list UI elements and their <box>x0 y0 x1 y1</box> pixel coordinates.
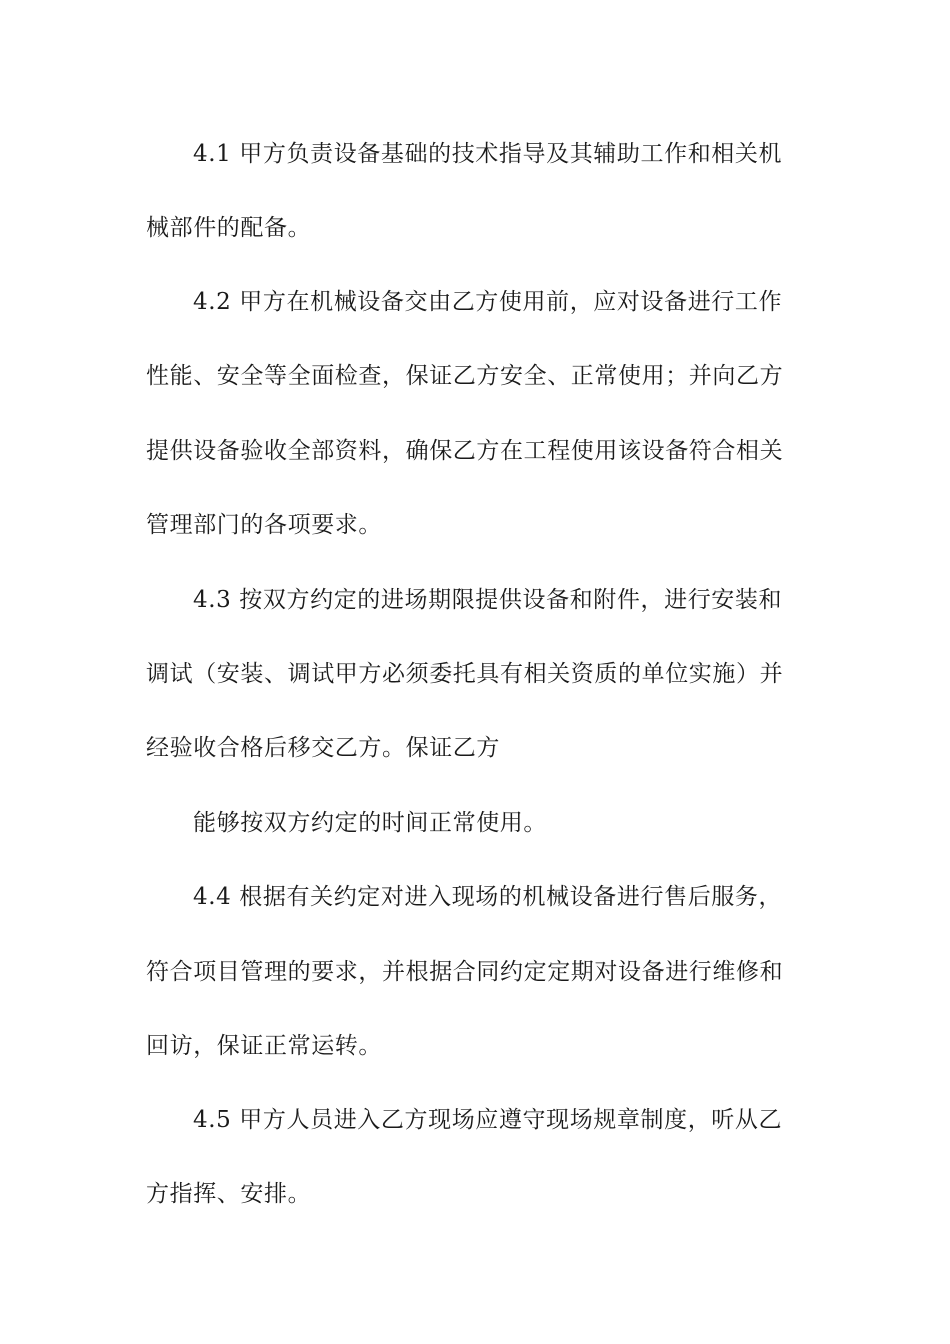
clause-line: 管理部门的各项要求。 <box>146 512 382 538</box>
clause-line: 提供设备验收全部资料，确保乙方在工程使用该设备符合相关 <box>146 438 784 464</box>
clause-line: 4.4 根据有关约定对进入现场的机械设备进行售后服务， <box>193 884 783 910</box>
clause-line: 械部件的配备。 <box>146 215 312 241</box>
clause-line: 4.1 甲方负责设备基础的技术指导及其辅助工作和相关机 <box>193 141 783 167</box>
clause-line: 4.5 甲方人员进入乙方现场应遵守现场规章制度，听从乙 <box>193 1107 783 1133</box>
clause-line: 方指挥、安排。 <box>146 1181 312 1207</box>
clause-line: 4.3 按双方约定的进场期限提供设备和附件，进行安装和 <box>193 587 783 613</box>
clause-line: 4.2 甲方在机械设备交由乙方使用前，应对设备进行工作 <box>193 289 783 315</box>
clause-line: 经验收合格后移交乙方。保证乙方 <box>146 735 500 761</box>
clause-line: 能够按双方约定的时间正常使用。 <box>193 810 547 836</box>
clause-line: 性能、安全等全面检查，保证乙方安全、正常使用；并向乙方 <box>146 363 784 389</box>
clause-line: 回访，保证正常运转。 <box>146 1033 382 1059</box>
clause-line: 符合项目管理的要求，并根据合同约定定期对设备进行维修和 <box>146 959 784 985</box>
clause-line: 调试（安装、调试甲方必须委托具有相关资质的单位实施）并 <box>146 661 784 687</box>
